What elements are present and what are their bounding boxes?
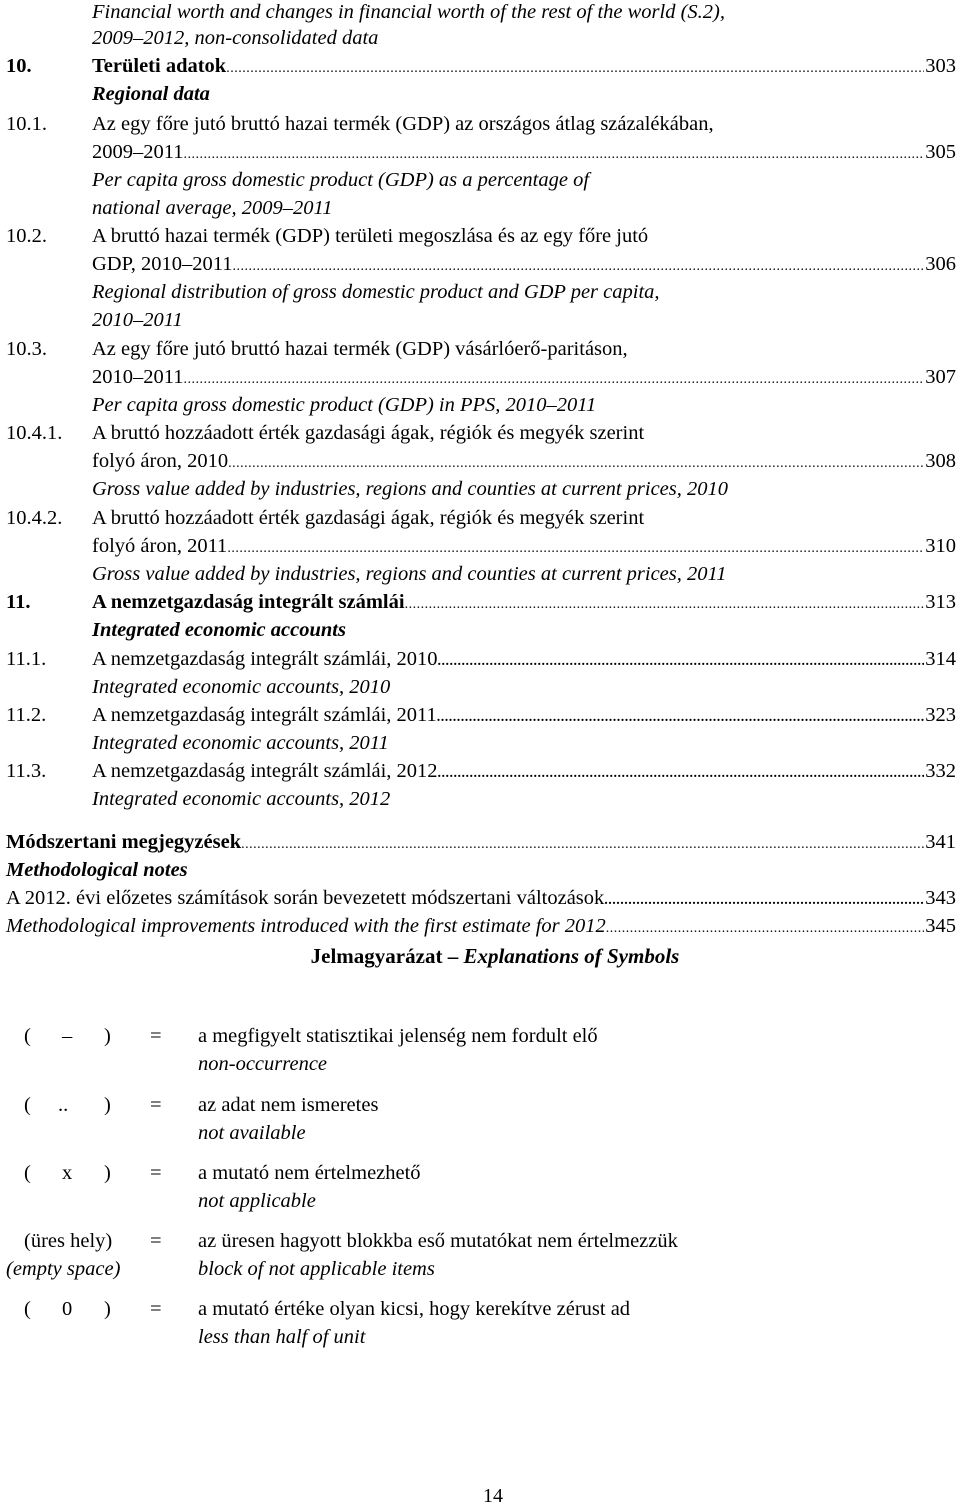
toc-10-3-hu-1: Az egy főre jutó bruttó hazai termék (GDP) vásárlóerő-paritáson,: [92, 338, 628, 360]
legend-symbol: 0: [62, 1298, 73, 1320]
legend-equals: =: [150, 1094, 162, 1116]
legend-open-paren: (: [24, 1025, 31, 1047]
leader-dots: [438, 762, 925, 786]
toc-11-1-num: 11.1.: [6, 648, 47, 670]
legend-def-hu: az adat nem ismeretes: [198, 1094, 379, 1116]
toc-s2-title-en: Financial worth and changes in financial worth of the rest of the world (S.2),: [92, 1, 725, 23]
toc-10-3-num: 10.3.: [6, 338, 47, 360]
legend-heading-en: Explanations of Symbols: [463, 944, 680, 968]
toc-11-title: A nemzetgazdaság integrált számlái: [92, 591, 405, 613]
toc-entry-methods[interactable]: [6, 830, 956, 857]
toc-10-4-2-en-1: Gross value added by industries, regions and counties at current prices, 2011: [92, 563, 727, 585]
toc-10-4-2-num: 10.4.2.: [6, 507, 63, 529]
toc-changes-en: Methodological improvements introduced with the first estimate for 2012: [6, 915, 606, 937]
legend-def-hu: a mutató nem értelmezhető: [198, 1162, 421, 1184]
legend-close-paren: ): [104, 1298, 111, 1320]
leader-dots: [405, 593, 925, 617]
toc-methods-en: Methodological notes: [6, 859, 188, 881]
toc-10-3-en-1: Per capita gross domestic product (GDP) in PPS, 2010–2011: [92, 394, 597, 416]
toc-10-4-2-page: 310: [925, 535, 956, 557]
toc-10-2-page: 306: [925, 253, 956, 275]
leader-dots: [184, 368, 925, 392]
toc-changes-hu: A 2012. évi előzetes számítások során bevezetett módszertani változások: [6, 887, 605, 909]
legend-close-paren: ): [104, 1025, 111, 1047]
toc-10-4-1-hu-1: A bruttó hozzáadott érték gazdasági ágak, régiók és megyék szerint: [92, 422, 645, 444]
legend-def-hu: a mutató értéke olyan kicsi, hogy kerekítve zérust ad: [198, 1298, 631, 1320]
page-number: 14: [483, 1485, 503, 1507]
toc-entry-changes-en[interactable]: [6, 914, 956, 941]
legend-def-en: not available: [198, 1122, 306, 1144]
leader-dots: [437, 706, 924, 730]
toc-11-en: Integrated economic accounts: [92, 619, 346, 641]
legend-heading-dash: –: [442, 944, 464, 968]
legend-def-en: not applicable: [198, 1190, 316, 1212]
toc-entry-11[interactable]: [92, 590, 956, 617]
legend-symbol: –: [62, 1025, 73, 1047]
legend-symbol-en: (empty space): [6, 1258, 121, 1280]
leader-dots: [228, 452, 924, 476]
toc-10-2-en-1: Regional distribution of gross domestic product and GDP per capita,: [92, 281, 660, 303]
toc-entry-11-2[interactable]: [92, 703, 956, 730]
toc-11-3-page: 332: [925, 760, 956, 782]
toc-10-3-hu-2: 2010–2011: [92, 366, 184, 388]
toc-10-2-en-2: 2010–2011: [92, 309, 183, 331]
toc-11-2-num: 11.2.: [6, 704, 47, 726]
toc-11-2-en: Integrated economic accounts, 2011: [92, 732, 389, 754]
toc-10-4-1-hu-2: folyó áron, 2010: [92, 450, 229, 472]
toc-changes-page: 343: [925, 887, 956, 909]
legend-open-paren: (: [24, 1298, 31, 1320]
toc-10-4-1-num: 10.4.1.: [6, 422, 63, 444]
toc-s2-title-en-2: 2009–2012, non-consolidated data: [92, 27, 379, 49]
toc-entry-10-1[interactable]: [92, 140, 956, 167]
toc-10-4-2-hu-2: folyó áron, 2011: [92, 535, 228, 557]
toc-11-page: 313: [925, 591, 956, 613]
leader-dots: [606, 917, 925, 941]
leader-dots: [226, 57, 924, 81]
legend-close-paren: ): [104, 1094, 111, 1116]
leader-dots: [438, 650, 925, 674]
toc-11-2-page: 323: [925, 704, 956, 726]
legend-equals: =: [150, 1298, 162, 1320]
toc-11-2-hu: A nemzetgazdaság integrált számlái, 2011: [92, 704, 437, 726]
legend-def-hu: az üresen hagyott blokkba eső mutatókat nem értelmezzük: [198, 1230, 678, 1252]
legend-equals: =: [150, 1162, 162, 1184]
toc-11-3-num: 11.3.: [6, 760, 47, 782]
legend-def-en: block of not applicable items: [198, 1258, 435, 1280]
toc-entry-changes[interactable]: [6, 886, 956, 913]
toc-11-1-en: Integrated economic accounts, 2010: [92, 676, 391, 698]
legend-equals: =: [150, 1230, 162, 1252]
legend-open-paren: (: [24, 1162, 31, 1184]
legend-def-hu: a megfigyelt statisztikai jelenség nem fordult elő: [198, 1025, 598, 1047]
leader-dots: [604, 889, 924, 913]
toc-methods-page: 341: [925, 831, 956, 853]
leader-dots: [184, 143, 925, 167]
toc-entry-10-3[interactable]: [92, 365, 956, 392]
legend-symbol-hu: (üres hely): [24, 1230, 113, 1252]
legend-equals: =: [150, 1025, 162, 1047]
toc-10-num: 10.: [6, 55, 32, 77]
toc-10-en: Regional data: [92, 83, 210, 105]
toc-entry-10-4-1[interactable]: [92, 449, 956, 476]
toc-11-1-page: 314: [925, 648, 956, 670]
legend-heading-hu: Jelmagyarázat: [310, 944, 443, 968]
leader-dots: [232, 255, 924, 279]
toc-10-2-hu-1: A bruttó hazai termék (GDP) területi megoszlása és az egy főre jutó: [92, 225, 649, 247]
toc-entry-11-1[interactable]: [92, 647, 956, 674]
toc-entry-11-3[interactable]: [92, 759, 956, 786]
toc-changes-en-page: 345: [925, 915, 956, 937]
toc-10-4-1-en-1: Gross value added by industries, regions and counties at current prices, 2010: [92, 478, 729, 500]
legend-symbol: ..: [58, 1094, 69, 1116]
legend-close-paren: ): [104, 1162, 111, 1184]
leader-dots: [227, 537, 924, 561]
legend-def-en: less than half of unit: [198, 1326, 366, 1348]
toc-11-1-hu: A nemzetgazdaság integrált számlái, 2010: [92, 648, 438, 670]
toc-11-num: 11.: [6, 591, 31, 613]
toc-entry-10-4-2[interactable]: [92, 534, 956, 561]
toc-10-3-page: 307: [925, 366, 956, 388]
toc-methods-hu: Módszertani megjegyzések: [6, 831, 242, 853]
toc-10-1-hu-2: 2009–2011: [92, 141, 184, 163]
toc-entry-10-2[interactable]: [92, 252, 956, 279]
toc-10-1-en-2: national average, 2009–2011: [92, 197, 333, 219]
toc-11-3-hu: A nemzetgazdaság integrált számlái, 2012: [92, 760, 438, 782]
legend-def-en: non-occurrence: [198, 1053, 328, 1075]
toc-10-1-en-1: Per capita gross domestic product (GDP) as a percentage of: [92, 169, 590, 191]
leader-dots: [241, 833, 924, 857]
toc-10-2-num: 10.2.: [6, 225, 47, 247]
toc-10-title: Területi adatok: [92, 55, 227, 77]
toc-10-4-1-page: 308: [925, 450, 956, 472]
toc-10-1-hu-1: Az egy főre jutó bruttó hazai termék (GDP) az országos átlag százalékában,: [92, 113, 714, 135]
toc-10-1-page: 305: [925, 141, 956, 163]
toc-11-3-en: Integrated economic accounts, 2012: [92, 788, 391, 810]
legend-heading: [0, 943, 960, 969]
legend-open-paren: (: [24, 1094, 31, 1116]
toc-entry-10[interactable]: [92, 54, 956, 81]
toc-10-4-2-hu-1: A bruttó hozzáadott érték gazdasági ágak, régiók és megyék szerint: [92, 507, 645, 529]
toc-10-2-hu-2: GDP, 2010–2011: [92, 253, 233, 275]
toc-10-1-num: 10.1.: [6, 113, 47, 135]
legend-symbol: x: [62, 1162, 73, 1184]
toc-10-page: 303: [925, 55, 956, 77]
